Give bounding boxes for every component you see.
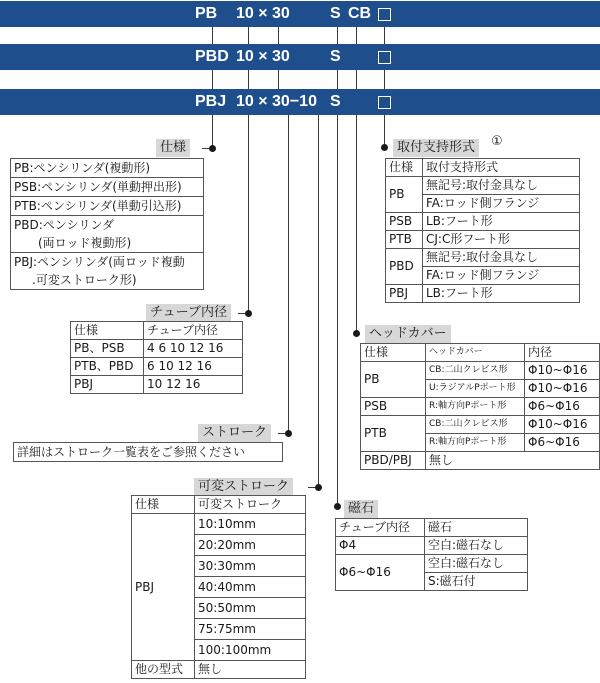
tube-cell: 10 12 16 (144, 376, 243, 394)
head-model: PB (361, 362, 426, 398)
table-row (336, 537, 528, 555)
mount-model: PBJ (386, 285, 423, 303)
tube-cell: 6 10 12 16 (144, 358, 243, 376)
head-model: PBD/PBJ (361, 452, 426, 470)
head-model: PTB (361, 416, 426, 452)
head-cell: 無し (426, 452, 600, 470)
cb-pb: CB (348, 5, 372, 22)
varstroke-col-spec: 仕様 (132, 496, 195, 514)
head-cell: CB:二山クレビス形 (426, 362, 525, 380)
table-row (71, 358, 243, 376)
varstroke-label: 可変ストローク (194, 478, 293, 496)
magnet-table (335, 518, 528, 591)
table-header (71, 322, 243, 340)
spec-item (11, 216, 203, 253)
mount-cell: CJ:C形フート形 (423, 231, 580, 249)
spec-item-text: PBJ:ペンシリンダ(両ロッド複動 (14, 255, 185, 269)
varstroke-table (131, 495, 306, 679)
mount-note-number: ① (491, 134, 503, 149)
spec-item: PTB:ペンシリンダ(単動引込形) (11, 197, 203, 216)
head-col-bore: 内径 (525, 344, 600, 362)
head-table (360, 343, 600, 470)
head-cell: R:軸方向Pポート形 (426, 434, 525, 452)
table-header (132, 496, 306, 514)
magnet-cell: 空白:磁石なし (425, 537, 528, 555)
magnet-cell: Φ4 (336, 537, 425, 555)
s-pbd: S (330, 48, 341, 65)
table-row (386, 231, 580, 249)
table-row (361, 452, 600, 470)
head-cell: Φ6~Φ16 (525, 434, 600, 452)
table-row (386, 249, 580, 267)
model-pb: PB (195, 5, 218, 22)
table-row (361, 362, 600, 380)
mount-col-type: 取付支持形式 (423, 159, 580, 177)
mount-col-spec: 仕様 (386, 159, 423, 177)
model-pbj: PBJ (195, 93, 227, 110)
model-pbd: PBD (195, 48, 229, 65)
head-cell: Φ10~Φ16 (525, 362, 600, 380)
tube-table (70, 321, 243, 394)
magnet-label: 磁石 (344, 500, 378, 518)
spec-item (11, 253, 203, 289)
head-cell: CB:二山クレビス形 (426, 416, 525, 434)
table-header (386, 159, 580, 177)
tube-col-bore: チューブ内径 (144, 322, 243, 340)
tube-label: チューブ内径 (146, 304, 231, 322)
table-row (336, 555, 528, 573)
size-pb: 10 × 30 (236, 5, 290, 22)
mount-model: PSB (386, 213, 423, 231)
code-bar-pb (0, 1, 600, 27)
varstroke-cell: 10:10mm (195, 514, 306, 535)
spec-item: PSB:ペンシリンダ(単動押出形) (11, 178, 203, 197)
mount-cell: LB:フート形 (423, 285, 580, 303)
head-cell: Φ10~Φ16 (525, 416, 600, 434)
varstroke-cell: 50:50mm (195, 598, 306, 619)
varstroke-cell: 20:20mm (195, 535, 306, 556)
mount-table (385, 158, 580, 303)
table-row (71, 340, 243, 358)
varstroke-cell: 他の型式 (132, 661, 195, 679)
tube-col-spec: 仕様 (71, 322, 144, 340)
mount-placeholder-box (378, 96, 391, 109)
head-col-spec: 仕様 (361, 344, 426, 362)
mount-cell: 無記号:取付金具なし (423, 177, 580, 195)
table-header (336, 519, 528, 537)
head-cell: Φ10~Φ16 (525, 380, 600, 398)
tube-cell: PTB、PBD (71, 358, 144, 376)
mount-cell: FA:ロッド側フランジ (423, 195, 580, 213)
table-header (361, 344, 600, 362)
varstroke-model: PBJ (132, 514, 195, 661)
table-row (71, 376, 243, 394)
head-cell: Φ6~Φ16 (525, 398, 600, 416)
mount-cell: LB:フート形 (423, 213, 580, 231)
head-cell: R:軸方向Pポート形 (426, 398, 525, 416)
spec-item-text: (両ロッド複動形) (38, 236, 132, 250)
table-row (361, 416, 600, 434)
table-row (386, 285, 580, 303)
varstroke-cell: 30:30mm (195, 556, 306, 577)
varstroke-cell: 75:75mm (195, 619, 306, 640)
spec-item-text: PBD:ペンシリンダ (14, 218, 114, 232)
head-model: PSB (361, 398, 426, 416)
varstroke-cell: 無し (195, 661, 306, 679)
magnet-col-bore: チューブ内径 (336, 519, 425, 537)
tube-cell: PB、PSB (71, 340, 144, 358)
spec-item-text: .可変ストローク形) (32, 273, 137, 287)
tube-cell: PBJ (71, 376, 144, 394)
magnet-cell: 空白:磁石なし (425, 555, 528, 573)
head-label: ヘッドカバー (365, 325, 451, 343)
stroke-label: ストローク (198, 424, 271, 442)
spec-item: PB:ペンシリンダ(複動形) (11, 159, 203, 178)
table-row (386, 177, 580, 195)
mount-label: 取付支持形式 (393, 139, 479, 157)
size-pbj: 10 × 30−10 (236, 93, 317, 110)
s-pb: S (330, 5, 341, 22)
mount-cell: 無記号:取付金具なし (423, 249, 580, 267)
mount-placeholder-box (378, 8, 391, 21)
code-bar-pbj (0, 89, 600, 115)
head-col-cover: ヘッドカバー (426, 344, 525, 362)
mount-model: PBD (386, 249, 423, 285)
head-cell: U:ラジアルPポート形 (426, 380, 525, 398)
magnet-col-magnet: 磁石 (425, 519, 528, 537)
tube-cell: 4 6 10 12 16 (144, 340, 243, 358)
table-row (361, 398, 600, 416)
varstroke-cell: 100:100mm (195, 640, 306, 661)
varstroke-cell: 40:40mm (195, 577, 306, 598)
magnet-cell: S:磁石付 (425, 573, 528, 591)
varstroke-col-stroke: 可変ストローク (195, 496, 306, 514)
size-pbd: 10 × 30 (236, 48, 290, 65)
table-row (386, 213, 580, 231)
magnet-cell: Φ6~Φ16 (336, 555, 425, 591)
spec-list (10, 158, 204, 290)
mount-placeholder-box (378, 51, 391, 64)
code-bar-pbd (0, 44, 600, 70)
stroke-note (13, 442, 283, 462)
mount-model: PTB (386, 231, 423, 249)
table-row (132, 514, 306, 535)
mount-cell: FA:ロッド側フランジ (423, 267, 580, 285)
s-pbj: S (330, 93, 341, 110)
stroke-note-text: 詳細はストローク一覧表をご参照ください (17, 445, 246, 459)
table-row (132, 661, 306, 679)
mount-model: PB (386, 177, 423, 213)
spec-label: 仕様 (156, 139, 190, 157)
